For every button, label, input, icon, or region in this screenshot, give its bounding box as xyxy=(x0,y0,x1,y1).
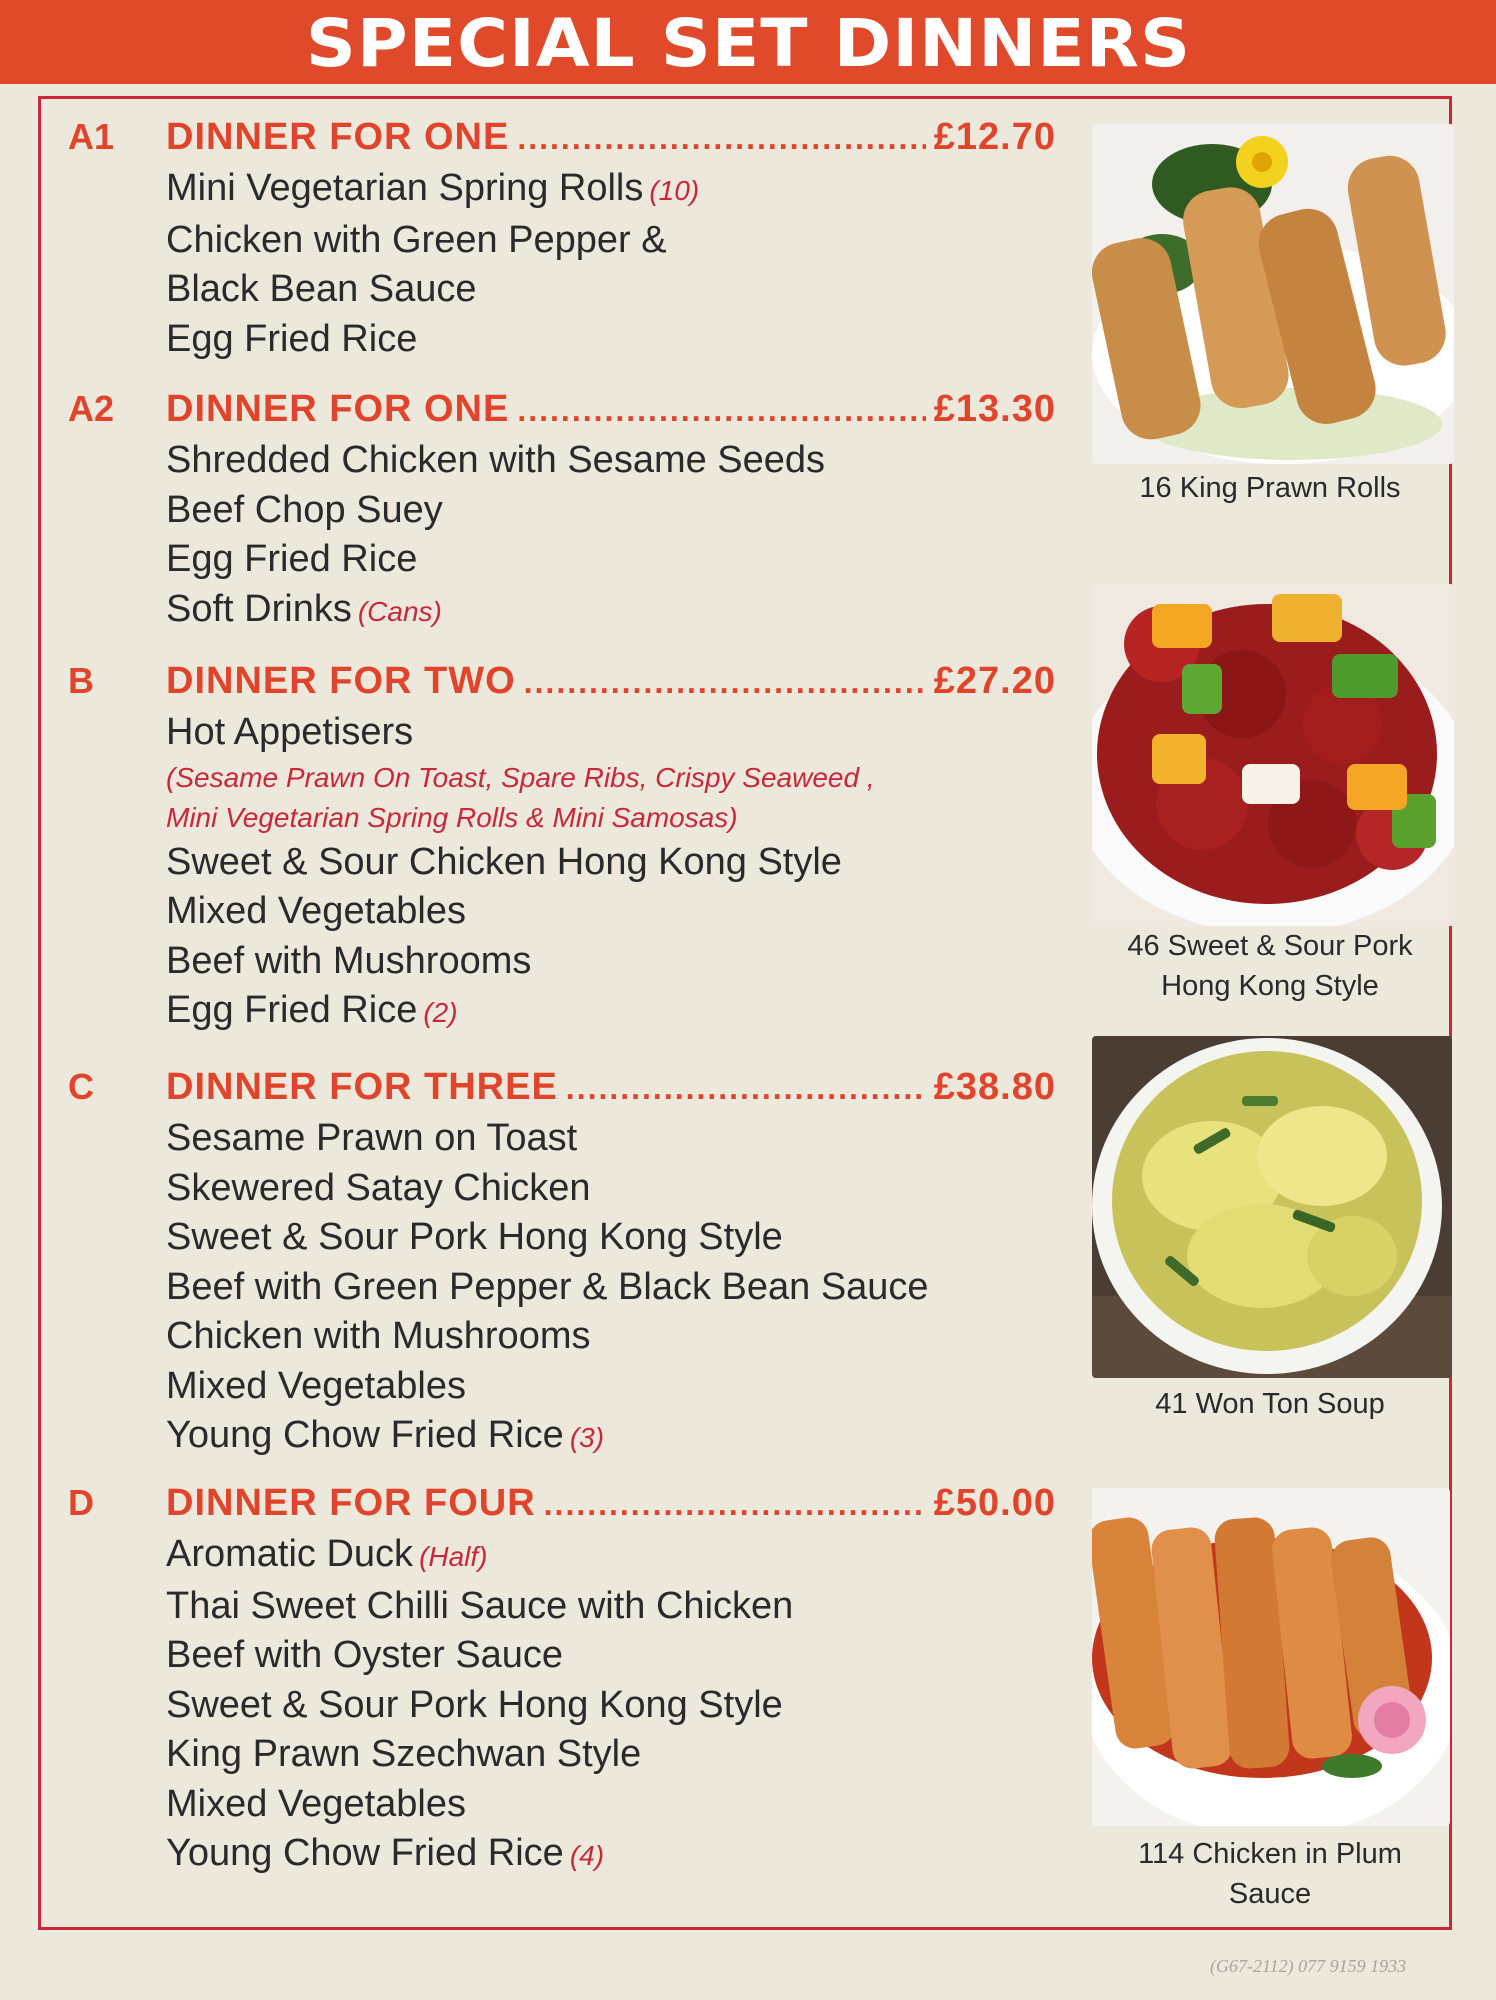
item-name: Sweet & Sour Pork Hong Kong Style xyxy=(166,1683,783,1726)
item-name: Mixed Vegetables xyxy=(166,1364,466,1407)
menu-item xyxy=(166,1582,793,1632)
item-note: (4) xyxy=(569,1840,605,1871)
item-name: Shredded Chicken with Sesame Seeds xyxy=(166,439,826,481)
menu-item xyxy=(166,164,699,216)
set-items xyxy=(166,1114,929,1463)
item-name: Aromatic Duck xyxy=(166,1533,414,1575)
menu-item xyxy=(166,1362,929,1412)
photo-caption: 114 Chicken in Plum Sauce xyxy=(1138,1838,1402,1910)
item-name: King Prawn Szechwan Style xyxy=(166,1733,642,1775)
item-note: (Cans) xyxy=(357,595,442,627)
item-name: Sesame Prawn on Toast xyxy=(166,1117,578,1159)
item-name: Beef with Mushrooms xyxy=(166,939,532,982)
set-items xyxy=(166,436,825,636)
menu-item xyxy=(166,887,875,937)
set-code: A1 xyxy=(68,116,115,157)
item-name: Beef Chop Suey xyxy=(166,488,443,531)
item-name: Young Chow Fried Rice xyxy=(166,1414,564,1456)
page-title: SPECIAL SET DINNERS xyxy=(305,4,1191,82)
footer-code: (G67-2112) 077 9159 1933 xyxy=(1210,1956,1407,1976)
item-name: Beef with Oyster Sauce xyxy=(166,1634,564,1676)
item-subnote: (Sesame Prawn On Toast, Spare Ribs, Crispy Seaweed , xyxy=(166,761,875,793)
menu-item xyxy=(166,1631,793,1681)
item-subnote: Mini Vegetarian Spring Rolls & Mini Samosas) xyxy=(166,801,738,833)
item-name: Sweet & Sour Pork Hong Kong Style xyxy=(166,1216,783,1258)
photo-chicken-plum-sauce xyxy=(1092,1488,1450,1826)
menu-item xyxy=(166,315,699,365)
set-code: C xyxy=(68,1066,94,1107)
item-name: Hot Appetisers xyxy=(166,711,414,753)
set-code: D xyxy=(68,1482,94,1523)
item-name: Egg Fried Rice xyxy=(166,317,418,360)
set-price: £27.20 xyxy=(933,660,1056,702)
item-note: (2) xyxy=(423,997,458,1028)
menu-item xyxy=(166,1829,793,1881)
item-name: Sweet & Sour Chicken Hong Kong Style xyxy=(166,840,842,883)
header-banner xyxy=(0,0,1496,84)
menu-item xyxy=(166,1530,793,1582)
item-name: Chicken with Mushrooms xyxy=(166,1315,591,1357)
item-name: Soft Drinks xyxy=(166,587,352,630)
menu-item xyxy=(166,216,699,266)
dot-leader xyxy=(566,1070,926,1107)
dot-leader xyxy=(544,1486,926,1523)
set-price: £50.00 xyxy=(933,1482,1056,1524)
menu-item xyxy=(166,1411,929,1463)
dot-leader xyxy=(517,120,925,157)
set-heading xyxy=(166,116,1056,159)
set-title: DINNER FOR ONE xyxy=(166,388,510,430)
menu-item xyxy=(166,585,825,637)
set-code: A2 xyxy=(68,388,115,429)
set-code: B xyxy=(68,660,94,701)
set-price: £12.70 xyxy=(933,116,1056,158)
item-note: (10) xyxy=(649,175,700,206)
menu-item xyxy=(166,1730,793,1780)
item-note: (3) xyxy=(569,1422,605,1453)
set-heading xyxy=(166,1066,1056,1109)
item-name: Egg Fried Rice xyxy=(166,989,418,1031)
photo-caption: 16 King Prawn Rolls xyxy=(1139,472,1401,504)
set-price: £13.30 xyxy=(933,388,1056,430)
item-name: Mini Vegetarian Spring Rolls xyxy=(166,167,644,209)
item-name: Skewered Satay Chicken xyxy=(166,1166,591,1209)
menu-item xyxy=(166,1780,793,1830)
item-name: Young Chow Fried Rice xyxy=(166,1832,564,1874)
set-title: DINNER FOR FOUR xyxy=(166,1482,536,1524)
photo-king-prawn-rolls xyxy=(1092,124,1454,464)
set-title: DINNER FOR ONE xyxy=(166,116,510,158)
photo-won-ton-soup xyxy=(1092,1036,1452,1378)
item-name: Egg Fried Rice xyxy=(166,538,418,580)
menu-item xyxy=(166,1213,929,1263)
menu-item xyxy=(166,1114,929,1164)
set-items xyxy=(166,708,875,1038)
menu-item xyxy=(166,436,825,486)
dot-leader xyxy=(524,664,926,701)
set-heading xyxy=(166,660,1056,703)
menu-item xyxy=(166,937,875,987)
menu-item xyxy=(166,535,825,585)
item-name: Mixed Vegetables xyxy=(166,890,466,932)
menu-item xyxy=(166,265,699,315)
photo-caption: 41 Won Ton Soup xyxy=(1155,1388,1385,1420)
photo-sweet-sour-pork xyxy=(1092,584,1454,926)
menu-item xyxy=(166,1164,929,1214)
item-name: Mixed Vegetables xyxy=(166,1782,466,1825)
set-items xyxy=(166,164,699,364)
set-title: DINNER FOR TWO xyxy=(166,660,516,702)
menu-item xyxy=(166,838,875,888)
set-heading xyxy=(166,1482,1056,1525)
menu-item xyxy=(166,1263,929,1313)
photo-caption: 46 Sweet & Sour Pork Hong Kong Style xyxy=(1127,930,1413,1002)
item-name: Black Bean Sauce xyxy=(166,268,477,310)
set-items xyxy=(166,1530,793,1881)
item-note: (Half) xyxy=(419,1541,488,1572)
set-heading xyxy=(166,388,1056,431)
item-name: Beef with Green Pepper & Black Bean Sauce xyxy=(166,1265,929,1308)
menu-item xyxy=(166,1312,929,1362)
menu-item xyxy=(166,708,875,758)
item-name: Thai Sweet Chilli Sauce with Chicken xyxy=(166,1584,794,1627)
menu-item xyxy=(166,986,875,1038)
set-title: DINNER FOR THREE xyxy=(166,1066,558,1108)
item-name: Chicken with Green Pepper & xyxy=(166,218,667,261)
dot-leader xyxy=(517,392,925,429)
menu-item xyxy=(166,1681,793,1731)
menu-item xyxy=(166,486,825,536)
set-price: £38.80 xyxy=(933,1066,1056,1108)
